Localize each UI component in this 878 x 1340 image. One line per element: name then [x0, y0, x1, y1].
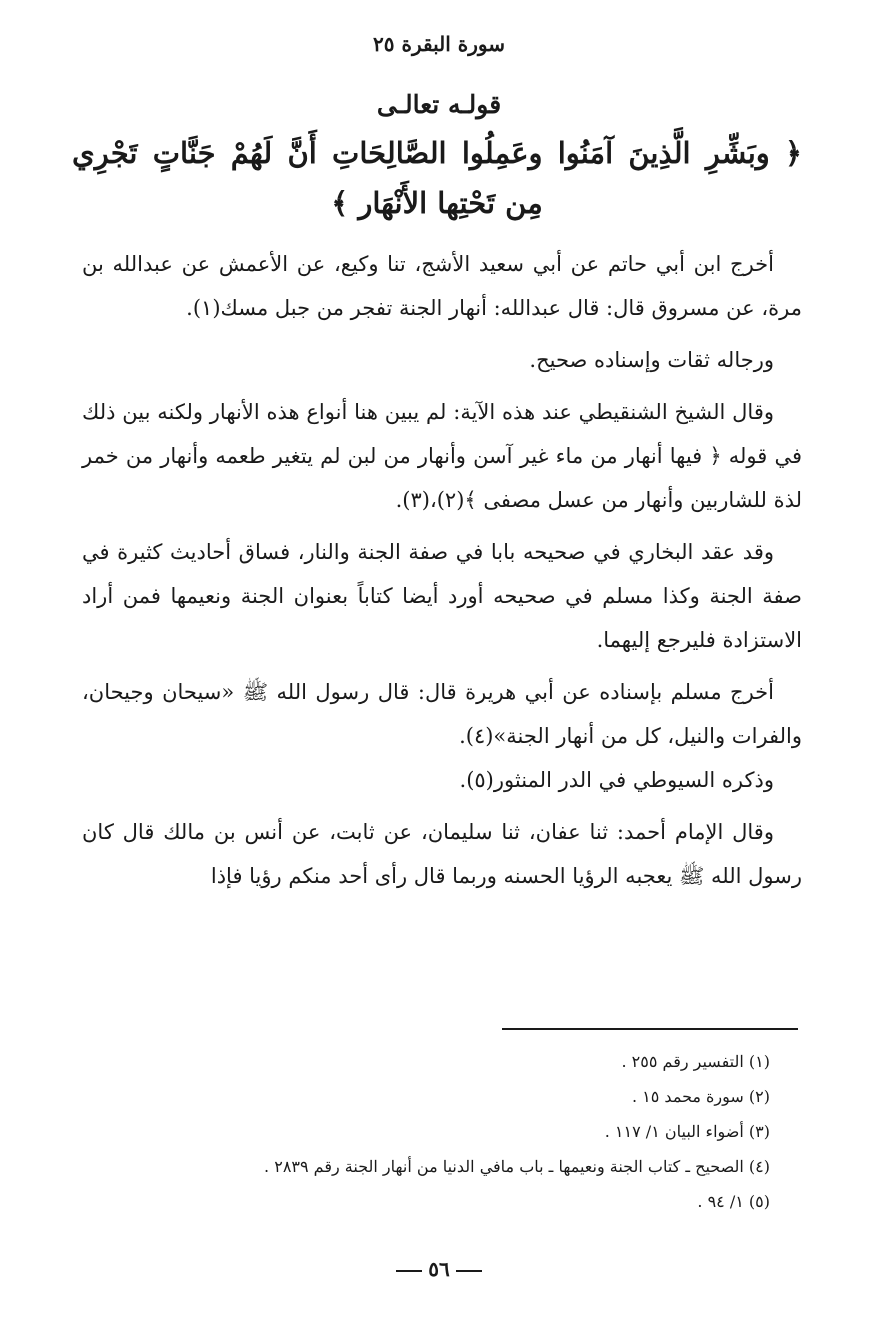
quranic-verse: ﴿ وبَشِّرِ الَّذِينَ آمَنُوا وعَمِلُوا الصَّالِحَاتِ أَنَّ لَهُمْ جَنَّاتٍ تَجْرِي مِن تَحْتِها الأَنْهَار ﴾: [72, 136, 802, 220]
page-number-dash-left: [396, 1270, 422, 1272]
footnote-divider: [502, 1028, 798, 1030]
paragraph: أخرج ابن أبي حاتم عن أبي سعيد الأشج، تنا وكيع، عن الأعمش عن عبدالله بن مرة، عن مسروق قال: قال عبدالله: أنهار الجنة تفجر من جبل مسك(١).: [82, 252, 802, 320]
page-number-footer: [0, 1254, 878, 1284]
section-heading: قولـه تعالـى: [376, 90, 502, 119]
body-text: [82, 242, 802, 906]
paragraph: وقد عقد البخاري في صحيحه بابا في صفة الجنة والنار، فساق أحاديث كثيرة في صفة الجنة وكذا مسلم في صحيحه أورد أيضا كتاباً بعنوان الجنة ونعيمها فمن أراد الاستزادة فليرجع إليهما.: [82, 540, 802, 652]
page-number-dash-right: [456, 1270, 482, 1272]
footnote: (٢) سورة محمد ١٥ .: [631, 1087, 770, 1106]
paragraph: أخرج مسلم بإسناده عن أبي هريرة قال: قال رسول الله ﷺ «سيحان وجيحان، والفرات والنيل، كل من أنهار الجنة»(٤).: [82, 680, 802, 748]
footnote: (٥) ١/ ٩٤ .: [697, 1192, 770, 1211]
paragraph: ورجاله ثقات وإسناده صحيح.: [529, 348, 774, 372]
running-header: سورة البقرة ٢٥: [373, 32, 505, 56]
footnotes: [120, 1044, 770, 1219]
footnote: (٤) الصحيح ـ كتاب الجنة ونعيمها ـ باب مافي الدنيا من أنهار الجنة رقم ٢٨٣٩ .: [264, 1157, 770, 1176]
footnote: (١) التفسير رقم ٢٥٥ .: [621, 1052, 770, 1071]
footnote: (٣) أضواء البيان ١/ ١١٧ .: [604, 1122, 770, 1141]
paragraph: وقال الشيخ الشنقيطي عند هذه الآية: لم يبين هنا أنواع هذه الأنهار ولكنه بين ذلك في قوله ﴿ فيها أنهار من ماء غير آسن وأنهار من لبن لم يتغير طعمه وأنهار من خمر لذة للشاربين وأنهار من عسل مصفى ﴾(٢)،(٣).: [82, 400, 802, 512]
page-number: ٥٦: [428, 1257, 450, 1281]
paragraph: وذكره السيوطي في الدر المنثور(٥).: [459, 768, 774, 792]
paragraph: وقال الإمام أحمد: ثنا عفان، ثنا سليمان، عن ثابت، عن أنس بن مالك قال كان رسول الله ﷺ يعجبه الرؤيا الحسنه وربما قال رأى أحد منكم رؤيا فإذا: [82, 820, 802, 888]
